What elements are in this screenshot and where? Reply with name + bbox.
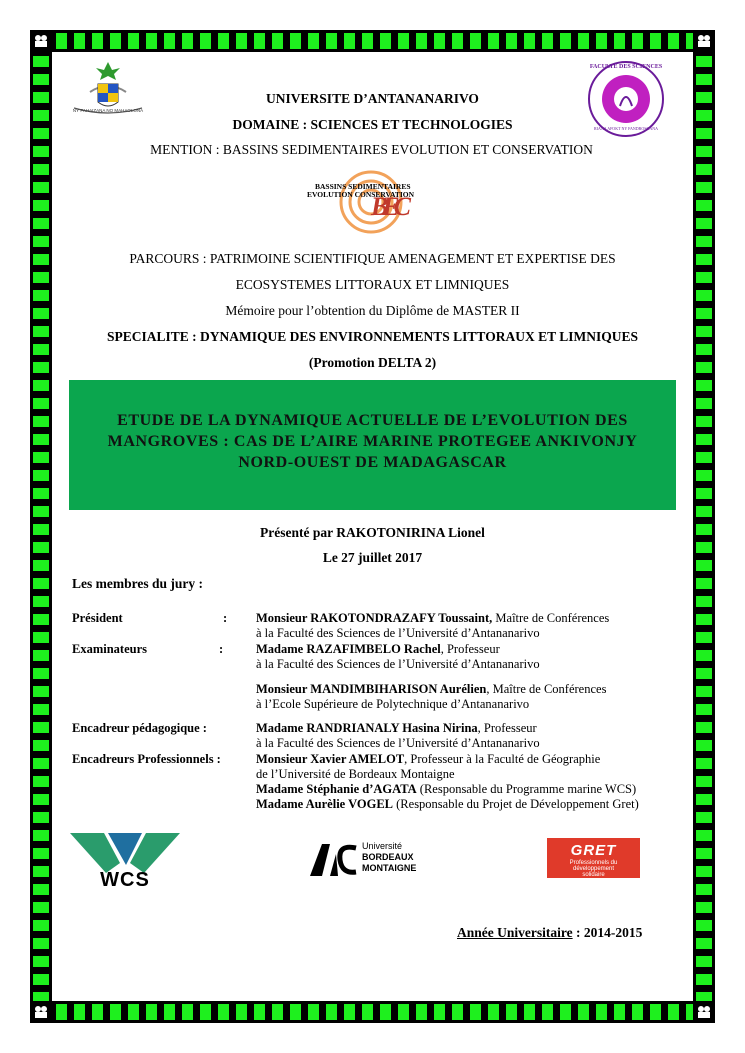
parcours-line2: ECOSYSTEMES LITTORAUX ET LIMNIQUES bbox=[235, 277, 510, 292]
jury-encadreur bbox=[256, 721, 540, 751]
jury-enc-name: Madame RANDRIANALY Hasina Nirina bbox=[256, 721, 478, 735]
university-name: UNIVERSITE D’ANTANANARIVO bbox=[266, 91, 479, 106]
university-crest-logo bbox=[68, 58, 148, 122]
jury-exam1-aff: à la Faculté des Sciences de l’Université d’Antananarivo bbox=[256, 657, 540, 671]
jury-role-encadreurs-pro: Encadreurs Professionnels : bbox=[72, 752, 221, 766]
jury-president-aff: à la Faculté des Sciences de l’Université d’Antananarivo bbox=[256, 626, 540, 640]
bec-logo-line1: BASSINS SEDIMENTAIRES bbox=[315, 182, 411, 191]
bordeaux-montaigne-logo bbox=[308, 840, 433, 880]
jury-president-name: Monsieur RAKOTONDRAZAFY Toussaint, bbox=[256, 611, 493, 625]
university-motto: NY FAHAIZANA NO MAHAOLONA bbox=[72, 108, 144, 113]
corner-camera-icon bbox=[693, 30, 715, 52]
jury-exam2-title: , Maître de Conférences bbox=[486, 682, 607, 696]
bordeaux-line2: BORDEAUX bbox=[362, 852, 414, 862]
jury-colon: : bbox=[223, 611, 228, 625]
bec-logo-line2: EVOLUTION CONSERVATION bbox=[307, 190, 415, 199]
thesis-title bbox=[69, 410, 676, 473]
wcs-logo bbox=[70, 833, 180, 889]
jury-exam2-name: Monsieur MANDIMBIHARISON Aurélien bbox=[256, 682, 487, 696]
gret-sub3: solidaire bbox=[582, 872, 605, 878]
jury-pro2-name: Madame Stéphanie d’AGATA bbox=[256, 782, 417, 796]
jury-pro1-title: , Professeur à la Faculté de Géographie bbox=[404, 752, 601, 766]
mention-label: MENTION : BASSINS SEDIMENTAIRES EVOLUTION ET CONSERVATION bbox=[150, 142, 593, 157]
bordeaux-line1: Université bbox=[362, 841, 403, 851]
gret-logo bbox=[547, 838, 640, 878]
jury-pro1-aff: de l’Université de Bordeaux Montaigne bbox=[256, 767, 455, 781]
border-bottom bbox=[52, 1001, 693, 1023]
jury-encadreurs-pro bbox=[256, 752, 639, 812]
wcs-wordmark: WCS bbox=[100, 869, 150, 891]
jury-enc-aff: à la Faculté des Sciences de l’Université d’Antananarivo bbox=[256, 736, 540, 750]
corner-camera-icon bbox=[30, 1001, 52, 1023]
defense-date: Le 27 juillet 2017 bbox=[322, 550, 423, 565]
jury-colon: : bbox=[219, 642, 224, 656]
jury-role-president: Président bbox=[72, 611, 123, 625]
jury-exam2-aff: à l’Ecole Supérieure de Polytechnique d’Antananarivo bbox=[256, 697, 530, 711]
jury-exam1-name: Madame RAZAFIMBELO Rachel bbox=[256, 642, 441, 656]
specialite-label: SPECIALITE : DYNAMIQUE DES ENVIRONNEMENTS LITTORAUX ET LIMNIQUES bbox=[107, 329, 638, 344]
academic-year bbox=[457, 925, 642, 941]
bec-logo bbox=[305, 166, 445, 246]
border-top bbox=[52, 30, 693, 52]
jury-pro3-title: (Responsable du Projet de Développement Gret) bbox=[393, 797, 639, 811]
faculty-seal-text: FACULTE DES SCIENCES bbox=[589, 64, 663, 70]
thesis-title-line1: ETUDE DE LA DYNAMIQUE ACTUELLE DE L’EVOLUTION DES bbox=[117, 412, 628, 429]
academic-year-value: : 2014-2015 bbox=[572, 925, 643, 940]
parcours-line1: PARCOURS : PATRIMOINE SCIENTIFIQUE AMENAGEMENT ET EXPERTISE DES bbox=[129, 251, 616, 266]
thesis-title-line2: MANGROVES : CAS DE L’AIRE MARINE PROTEGEE ANKIVONJY bbox=[107, 433, 638, 450]
bordeaux-line3: MONTAIGNE bbox=[362, 863, 417, 873]
corner-camera-icon bbox=[693, 1001, 715, 1023]
jury-role-encadreur: Encadreur pédagogique : bbox=[72, 721, 207, 735]
jury-president bbox=[256, 611, 609, 641]
jury-enc-title: , Professeur bbox=[477, 721, 537, 735]
gret-sub2: développement bbox=[572, 866, 615, 872]
memoire-label: Mémoire pour l’obtention du Diplôme de MASTER II bbox=[225, 303, 520, 318]
jury-pro1-name: Monsieur Xavier AMELOT bbox=[256, 752, 405, 766]
thesis-title-line3: NORD-OUEST DE MADAGASCAR bbox=[238, 454, 507, 471]
gret-wordmark: GRET bbox=[570, 842, 617, 859]
jury-role-examinateurs: Examinateurs bbox=[72, 642, 147, 656]
jury-heading: Les membres du jury : bbox=[72, 576, 203, 591]
gret-sub1: Professionnels du bbox=[569, 860, 618, 866]
faculty-seal-bottom-text: RIANA AFOKT NY FANDROSOANA bbox=[593, 126, 659, 131]
bec-letters: BEC bbox=[371, 192, 406, 221]
jury-examinateur-1 bbox=[256, 642, 540, 672]
corner-camera-icon bbox=[30, 30, 52, 52]
domain-label: DOMAINE : SCIENCES ET TECHNOLOGIES bbox=[232, 117, 513, 132]
jury-examinateur-2 bbox=[256, 682, 606, 712]
presented-by: Présenté par RAKOTONIRINA Lionel bbox=[260, 525, 485, 540]
academic-year-label: Année Universitaire bbox=[457, 925, 573, 940]
jury-exam1-title: , Professeur bbox=[440, 642, 500, 656]
jury-president-title: Maître de Conférences bbox=[492, 611, 610, 625]
jury-pro2-title: (Responsable du Programme marine WCS) bbox=[416, 782, 637, 796]
promotion-label: (Promotion DELTA 2) bbox=[308, 355, 437, 370]
jury-pro3-name: Madame Aurèlie VOGEL bbox=[256, 797, 394, 811]
